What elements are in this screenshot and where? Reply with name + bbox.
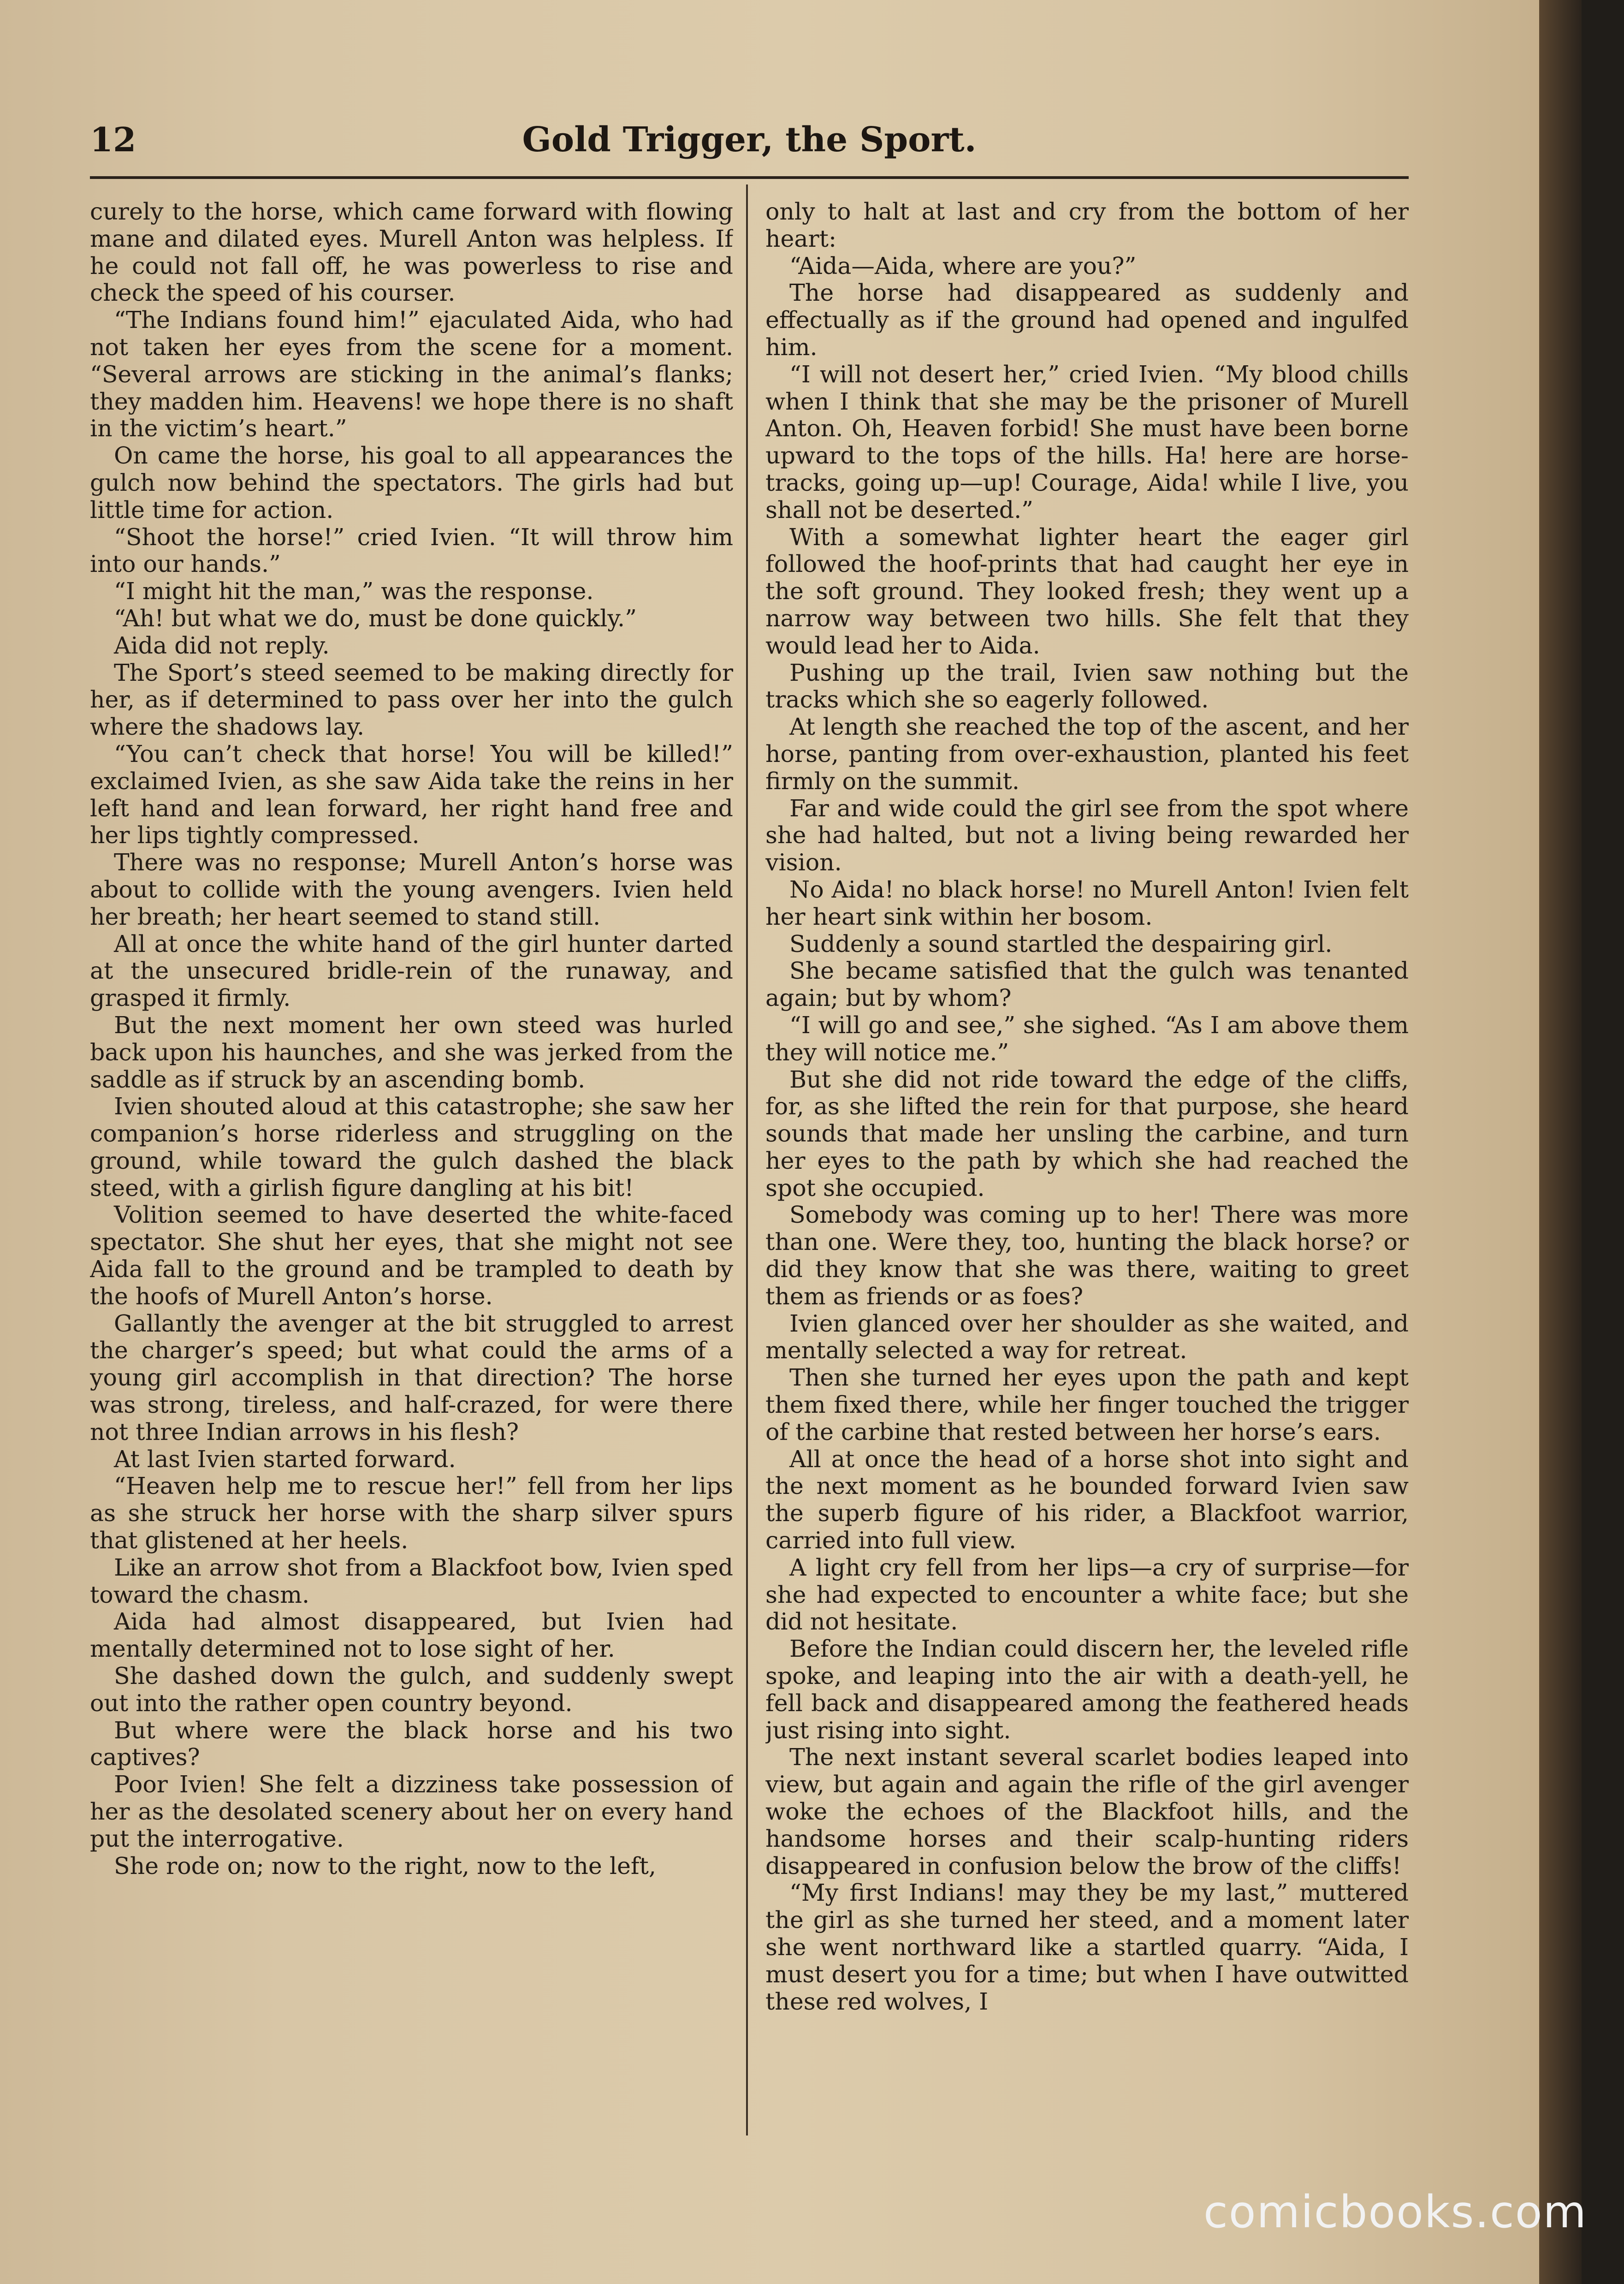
paragraph: Ivien shouted aloud at this catastrophe; she saw her companion’s horse riderless and struggling on the ground, while toward the gulch dashed the black steed, with a girlish figure dangling at his bit! <box>90 1093 733 1201</box>
paragraph: Ivien glanced over her shoulder as she waited, and mentally selected a way for retreat. <box>765 1309 1409 1364</box>
paragraph: She became satisfied that the gulch was tenanted again; but by whom? <box>765 957 1409 1012</box>
paragraph: Far and wide could the girl see from the spot where she had halted, but not a living being rewarded her vision. <box>765 794 1409 876</box>
paragraph: Then she turned her eyes upon the path and kept them fixed there, while her finger touched the trigger of the carbine that rested between her horse’s ears. <box>765 1364 1409 1445</box>
paragraph: All at once the head of a horse shot into sight and the next moment as he bounded forward Ivien saw the superb figure of his rider, a Blackfoot warrior, carried into full view. <box>765 1445 1409 1554</box>
paragraph: With a somewhat lighter heart the eager girl followed the hoof-prints that had caught her eye in the soft ground. They looked fresh; they went up a narrow way between two hills. She felt that they would lead her to Aida. <box>765 523 1409 659</box>
page-number: 12 <box>90 120 136 159</box>
paragraph: Gallantly the avenger at the bit struggled to arrest the charger’s speed; but what could the arms of a young girl accomplish in that direction? The horse was strong, tireless, and half-crazed, for were there not three Indian arrows in his flesh? <box>90 1309 733 1445</box>
paragraph: She dashed down the gulch, and suddenly swept out into the rather open country beyond. <box>90 1662 733 1717</box>
paragraph: A light cry fell from her lips—a cry of surprise—for she had expected to encounter a white face; but she did not hesitate. <box>765 1553 1409 1636</box>
paragraph: “I will not desert her,” cried Ivien. “My blood chills when I think that she may be the prisoner of Murell Anton. Oh, Heaven forbid! She must have been borne upward to the tops of the hills. Ha! here are horse-tracks, going up—up! Courage, Aida! while I live, you shall not be deserted.” <box>765 360 1409 523</box>
paragraph: “Aida—Aida, where are you?” <box>789 252 1137 280</box>
paragraph: All at once the white hand of the girl hunter darted at the unsecured bridle-rein of the runaway, and grasped it firmly. <box>90 930 733 1012</box>
paragraph: But she did not ride toward the edge of the cliffs, for, as she lifted the rein for that purpose, she heard sounds that made her unsling the carbine, and turn her eyes to the path by which she had reached the spot she occupied. <box>765 1065 1409 1201</box>
watermark: comicbooks.com <box>1203 2186 1588 2238</box>
paragraph: Somebody was coming up to her! There was more than one. Were they, too, hunting the black horse? or did they know that she was there, waiting to greet them as friends or as foes? <box>765 1201 1409 1310</box>
paragraph: The Sport’s steed seemed to be making directly for her, as if determined to pass over her into the gulch where the shadows lay. <box>90 659 733 741</box>
header-rule <box>90 176 1409 179</box>
paragraph: At length she reached the top of the ascent, and her horse, panting from over-exhaustion, planted his feet firmly on the summit. <box>765 713 1409 795</box>
binding-edge <box>1539 0 1582 2284</box>
paragraph: “The Indians found him!” ejaculated Aida, who had not taken her eyes from the scene for a moment. “Several arrows are sticking in the animal’s flanks; they madden him. Heavens! we hope there is no shaft in the victim’s heart.” <box>90 306 733 442</box>
paragraph: “I will go and see,” she sighed. “As I am above them they will notice me.” <box>765 1011 1409 1066</box>
paragraph: Aida did not reply. <box>114 631 330 659</box>
paragraph: But the next moment her own steed was hurled back upon his haunches, and she was jerked from the saddle as if struck by an ascending bomb. <box>90 1011 733 1093</box>
paragraph: No Aida! no black horse! no Murell Anton! Ivien felt her heart sink within her bosom. <box>765 875 1409 930</box>
column-divider <box>746 184 748 2135</box>
paragraph: The next instant several scarlet bodies leaped into view, but again and again the rifle of the girl avenger woke the echoes of the Blackfoot hills, and the handsome horses and their scalp-hunting riders disappeared in confusion below the brow of the cliffs! <box>765 1743 1409 1880</box>
paragraph: Before the Indian could discern her, the leveled rifle spoke, and leaping into the air with a death-yell, he fell back and disappeared among the feathered heads just rising into sight. <box>765 1635 1409 1744</box>
paragraph: only to halt at last and cry from the bottom of her heart: <box>765 198 1409 252</box>
page-header <box>90 115 1409 175</box>
paragraph: She rode on; now to the right, now to the left, <box>114 1852 656 1880</box>
paragraph: “I might hit the man,” was the response. <box>114 577 594 605</box>
paragraph: Like an arrow shot from a Blackfoot bow, Ivien sped toward the chasm. <box>90 1553 733 1608</box>
paragraph: curely to the horse, which came forward with flowing mane and dilated eyes. Murell Anton was helpless. If he could not fall off, he was powerless to rise and check the speed of his courser. <box>90 198 733 307</box>
paragraph: Pushing up the trail, Ivien saw nothing but the tracks which she so eagerly followed. <box>765 659 1409 714</box>
paragraph: “You can’t check that horse! You will be killed!” exclaimed Ivien, as she saw Aida take the reins in her left hand and lean forward, her right hand free and her lips tightly compressed. <box>90 740 733 849</box>
paragraph: Aida had almost disappeared, but Ivien had mentally determined not to lose sight of her. <box>90 1608 733 1663</box>
paragraph: There was no response; Murell Anton’s horse was about to collide with the young avengers. Ivien held her breath; her heart seemed to stand still. <box>90 849 733 930</box>
paragraph: On came the horse, his goal to all appearances the gulch now behind the spectators. The girls had but little time for action. <box>90 442 733 523</box>
right-column <box>765 198 1409 2133</box>
left-column <box>90 198 733 2133</box>
paragraph: But where were the black horse and his two captives? <box>90 1716 733 1771</box>
paragraph: Poor Ivien! She felt a dizziness take possession of her as the desolated scenery about her on every hand put the interrogative. <box>90 1771 733 1852</box>
paragraph: “My first Indians! may they be my last,” muttered the girl as she turned her steed, and a moment later she went northward like a startled quarry. “Aida, I must desert you for a time; but when I have outwitted these red wolves, I <box>765 1879 1409 2015</box>
paragraph: “Ah! but what we do, must be done quickly.” <box>114 604 637 632</box>
paragraph: Volition seemed to have deserted the white-faced spectator. She shut her eyes, that she might not see Aida fall to the ground and be trampled to death by the hoofs of Murell Anton’s horse. <box>90 1201 733 1310</box>
paragraph: “Heaven help me to rescue her!” fell from her lips as she struck her horse with the sharp silver spurs that glistened at her heels. <box>90 1472 733 1554</box>
running-title: Gold Trigger, the Sport. <box>522 120 977 160</box>
paragraph: “Shoot the horse!” cried Ivien. “It will throw him into our hands.” <box>90 523 733 578</box>
paragraph: At last Ivien started forward. <box>114 1445 456 1473</box>
paragraph: Suddenly a sound startled the despairing girl. <box>789 930 1333 958</box>
paragraph: The horse had disappeared as suddenly and effectually as if the ground had opened and ingulfed him. <box>765 279 1409 361</box>
